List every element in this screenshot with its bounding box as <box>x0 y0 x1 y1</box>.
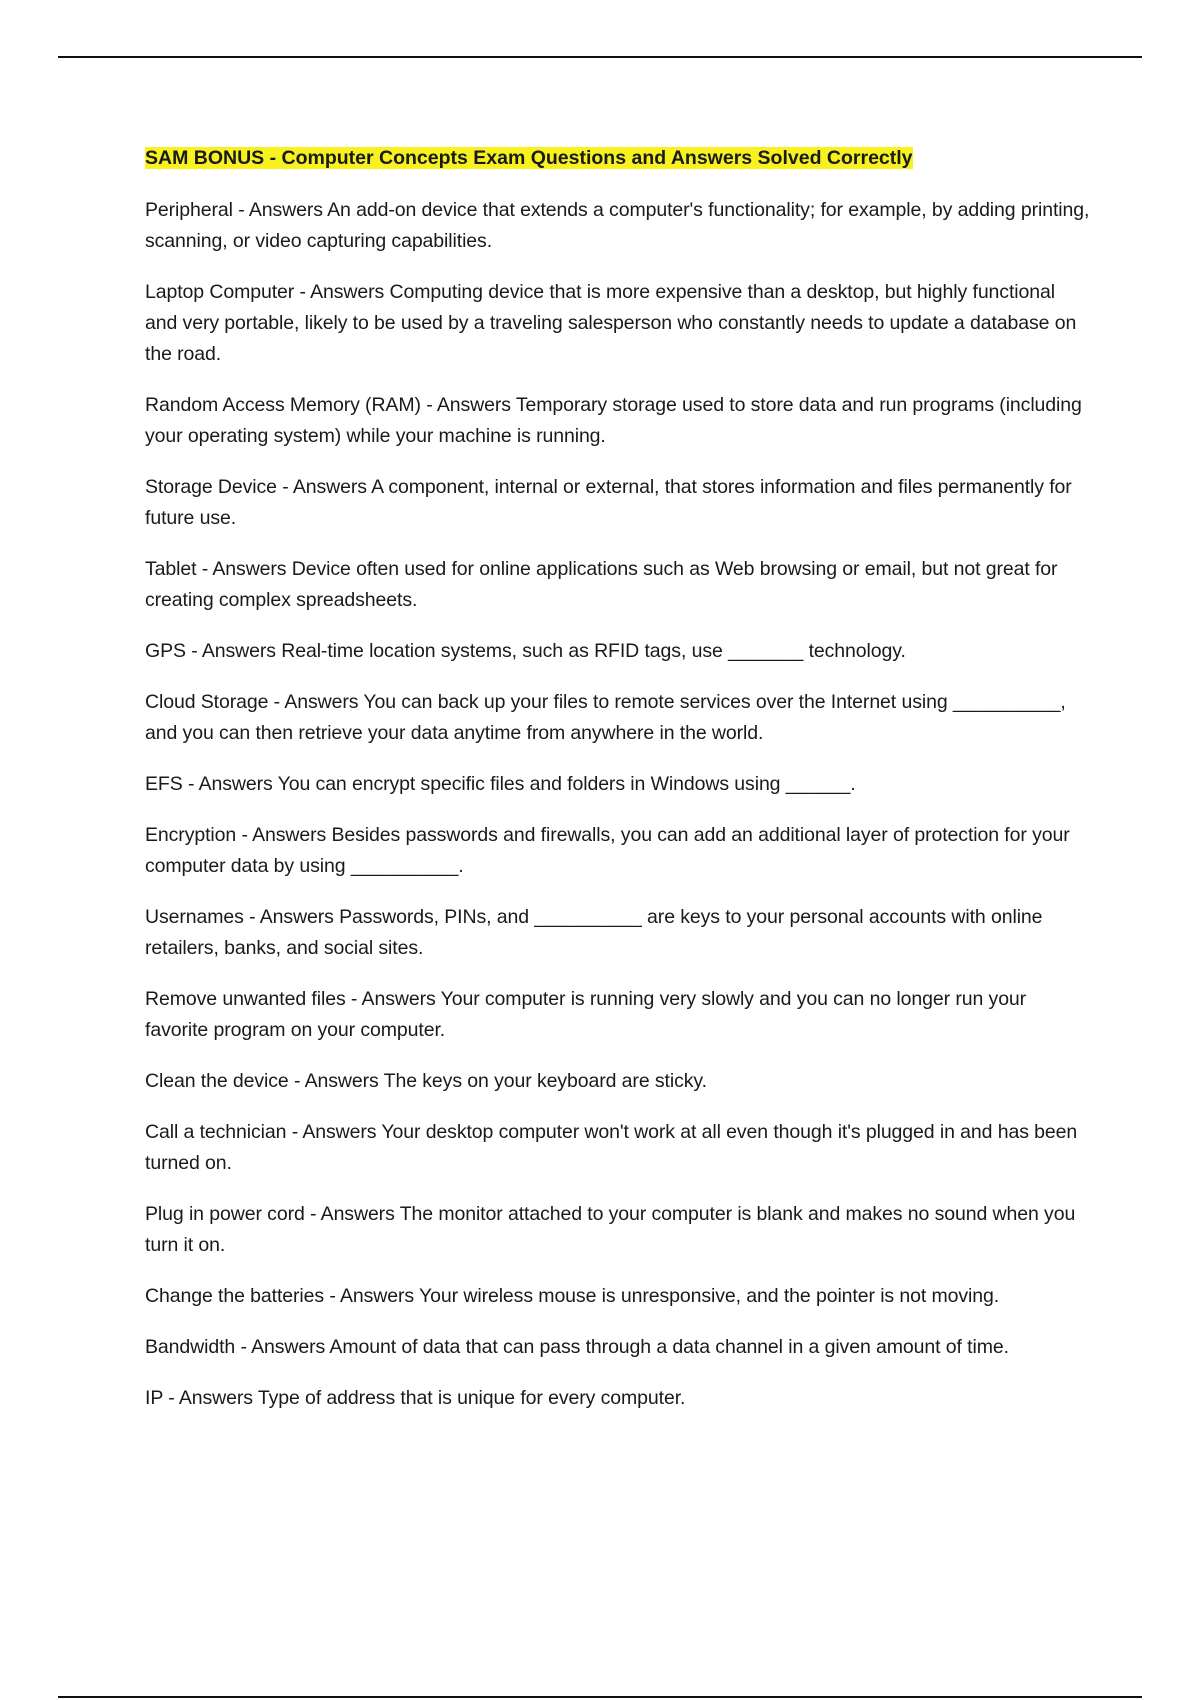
qa-entry-call-technician: Call a technician - Answers Your desktop computer won't work at all even though it's plugged in and has been turned on. <box>145 1121 1078 1174</box>
qa-entry-tablet: Tablet - Answers Device often used for online applications such as Web browsing or email, but not great for creating complex spreadsheets. <box>145 558 1058 611</box>
bottom-rule <box>58 1696 1142 1698</box>
qa-entry-encryption: Encryption - Answers Besides passwords and firewalls, you can add an additional layer of protection for your computer data by using __________. <box>145 824 1070 877</box>
qa-entry-usernames: Usernames - Answers Passwords, PINs, and __________ are keys to your personal accounts with online retailers, banks, and social sites. <box>145 906 1043 959</box>
title-block <box>145 143 1090 175</box>
qa-entry-ram: Random Access Memory (RAM) - Answers Temporary storage used to store data and run programs (including your operating system) while your machine is running. <box>145 394 1082 447</box>
qa-entry-bandwidth: Bandwidth - Answers Amount of data that can pass through a data channel in a given amount of time. <box>145 1336 1009 1358</box>
qa-entry-storage-device: Storage Device - Answers A component, internal or external, that stores information and files permanently for future use. <box>145 476 1072 529</box>
qa-entry-laptop: Laptop Computer - Answers Computing device that is more expensive than a desktop, but highly functional and very portable, likely to be used by a traveling salesperson who constantly needs to update a database on the road. <box>145 281 1077 365</box>
qa-entry-change-batteries: Change the batteries - Answers Your wireless mouse is unresponsive, and the pointer is not moving. <box>145 1285 1000 1307</box>
qa-entry-ip: IP - Answers Type of address that is unique for every computer. <box>145 1387 686 1409</box>
top-rule <box>58 56 1142 58</box>
qa-entry-gps: GPS - Answers Real-time location systems, such as RFID tags, use _______ technology. <box>145 640 906 662</box>
qa-entry-efs: EFS - Answers You can encrypt specific files and folders in Windows using ______. <box>145 773 856 795</box>
qa-entry-cloud-storage: Cloud Storage - Answers You can back up your files to remote services over the Internet using __________, and you can then retrieve your data anytime from anywhere in the world. <box>145 691 1066 744</box>
qa-entry-remove-files: Remove unwanted files - Answers Your computer is running very slowly and you can no longer run your favorite program on your computer. <box>145 988 1027 1041</box>
qa-entry-peripheral: Peripheral - Answers An add-on device that extends a computer's functionality; for example, by adding printing, scanning, or video capturing capabilities. <box>145 199 1090 252</box>
qa-entry-clean-device: Clean the device - Answers The keys on your keyboard are sticky. <box>145 1070 707 1092</box>
document-title: SAM BONUS - Computer Concepts Exam Questions and Answers Solved Correctly <box>145 147 913 169</box>
document-body <box>145 143 1090 1434</box>
qa-entry-plug-power-cord: Plug in power cord - Answers The monitor attached to your computer is blank and makes no sound when you turn it on. <box>145 1203 1076 1256</box>
